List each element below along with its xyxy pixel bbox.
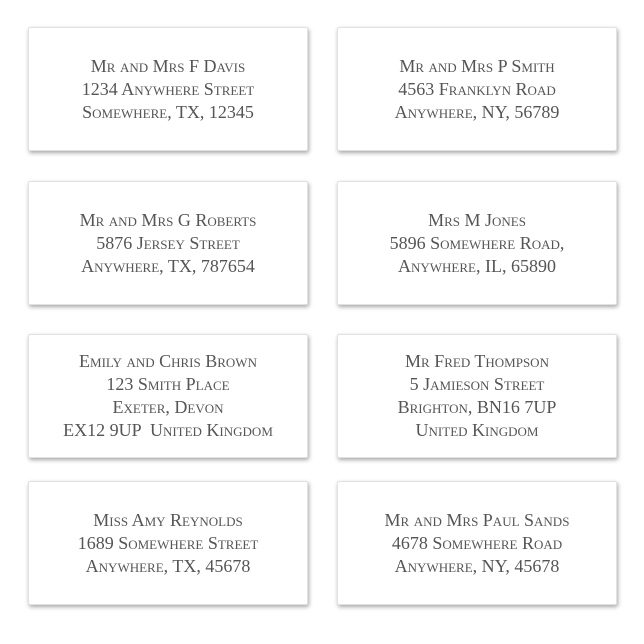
address-label bbox=[28, 27, 308, 151]
address-line: 4563 Franklyn Road bbox=[398, 78, 556, 99]
address-line: 5876 Jersey Street bbox=[96, 232, 240, 253]
address-line: Mr and Mrs Paul Sands bbox=[384, 509, 570, 530]
address-label bbox=[28, 181, 308, 305]
address-line: Anywhere, IL, 65890 bbox=[398, 255, 556, 276]
address-label bbox=[337, 481, 617, 605]
address-label bbox=[337, 27, 617, 151]
address-line: Somewhere, TX, 12345 bbox=[82, 101, 254, 122]
address-line: 1234 Anywhere Street bbox=[81, 78, 255, 99]
address-line: Exeter, Devon bbox=[112, 397, 224, 417]
address-line: 123 Smith Place bbox=[106, 374, 230, 394]
address-line: Mr and Mrs F Davis bbox=[90, 55, 246, 76]
address-label bbox=[28, 481, 308, 605]
address-line: 1689 Somewhere Street bbox=[77, 532, 259, 553]
address-line: United Kingdom bbox=[415, 420, 539, 440]
address-line: Mr and Mrs G Roberts bbox=[79, 209, 257, 230]
address-line: Mr and Mrs P Smith bbox=[399, 55, 555, 76]
address-label bbox=[337, 181, 617, 305]
address-line: Emily and Chris Brown bbox=[79, 351, 257, 371]
address-line: Anywhere, TX, 787654 bbox=[81, 255, 255, 276]
address-line: Miss Amy Reynolds bbox=[93, 509, 243, 530]
address-line: Anywhere, NY, 45678 bbox=[394, 555, 560, 576]
address-line: Mr Fred Thompson bbox=[405, 351, 549, 371]
address-label bbox=[28, 334, 308, 458]
address-line: 5896 Somewhere Road, bbox=[389, 232, 565, 253]
address-line: Mrs M Jones bbox=[428, 209, 526, 230]
address-line: 5 Jamieson Street bbox=[409, 374, 545, 394]
address-line: Anywhere, TX, 45678 bbox=[85, 555, 251, 576]
address-line: EX12 9UP United Kingdom bbox=[63, 420, 273, 440]
address-line: 4678 Somewhere Road bbox=[391, 532, 563, 553]
address-line: Anywhere, NY, 56789 bbox=[394, 101, 560, 122]
address-line: Brighton, BN16 7UP bbox=[397, 397, 557, 417]
address-label bbox=[337, 334, 617, 458]
